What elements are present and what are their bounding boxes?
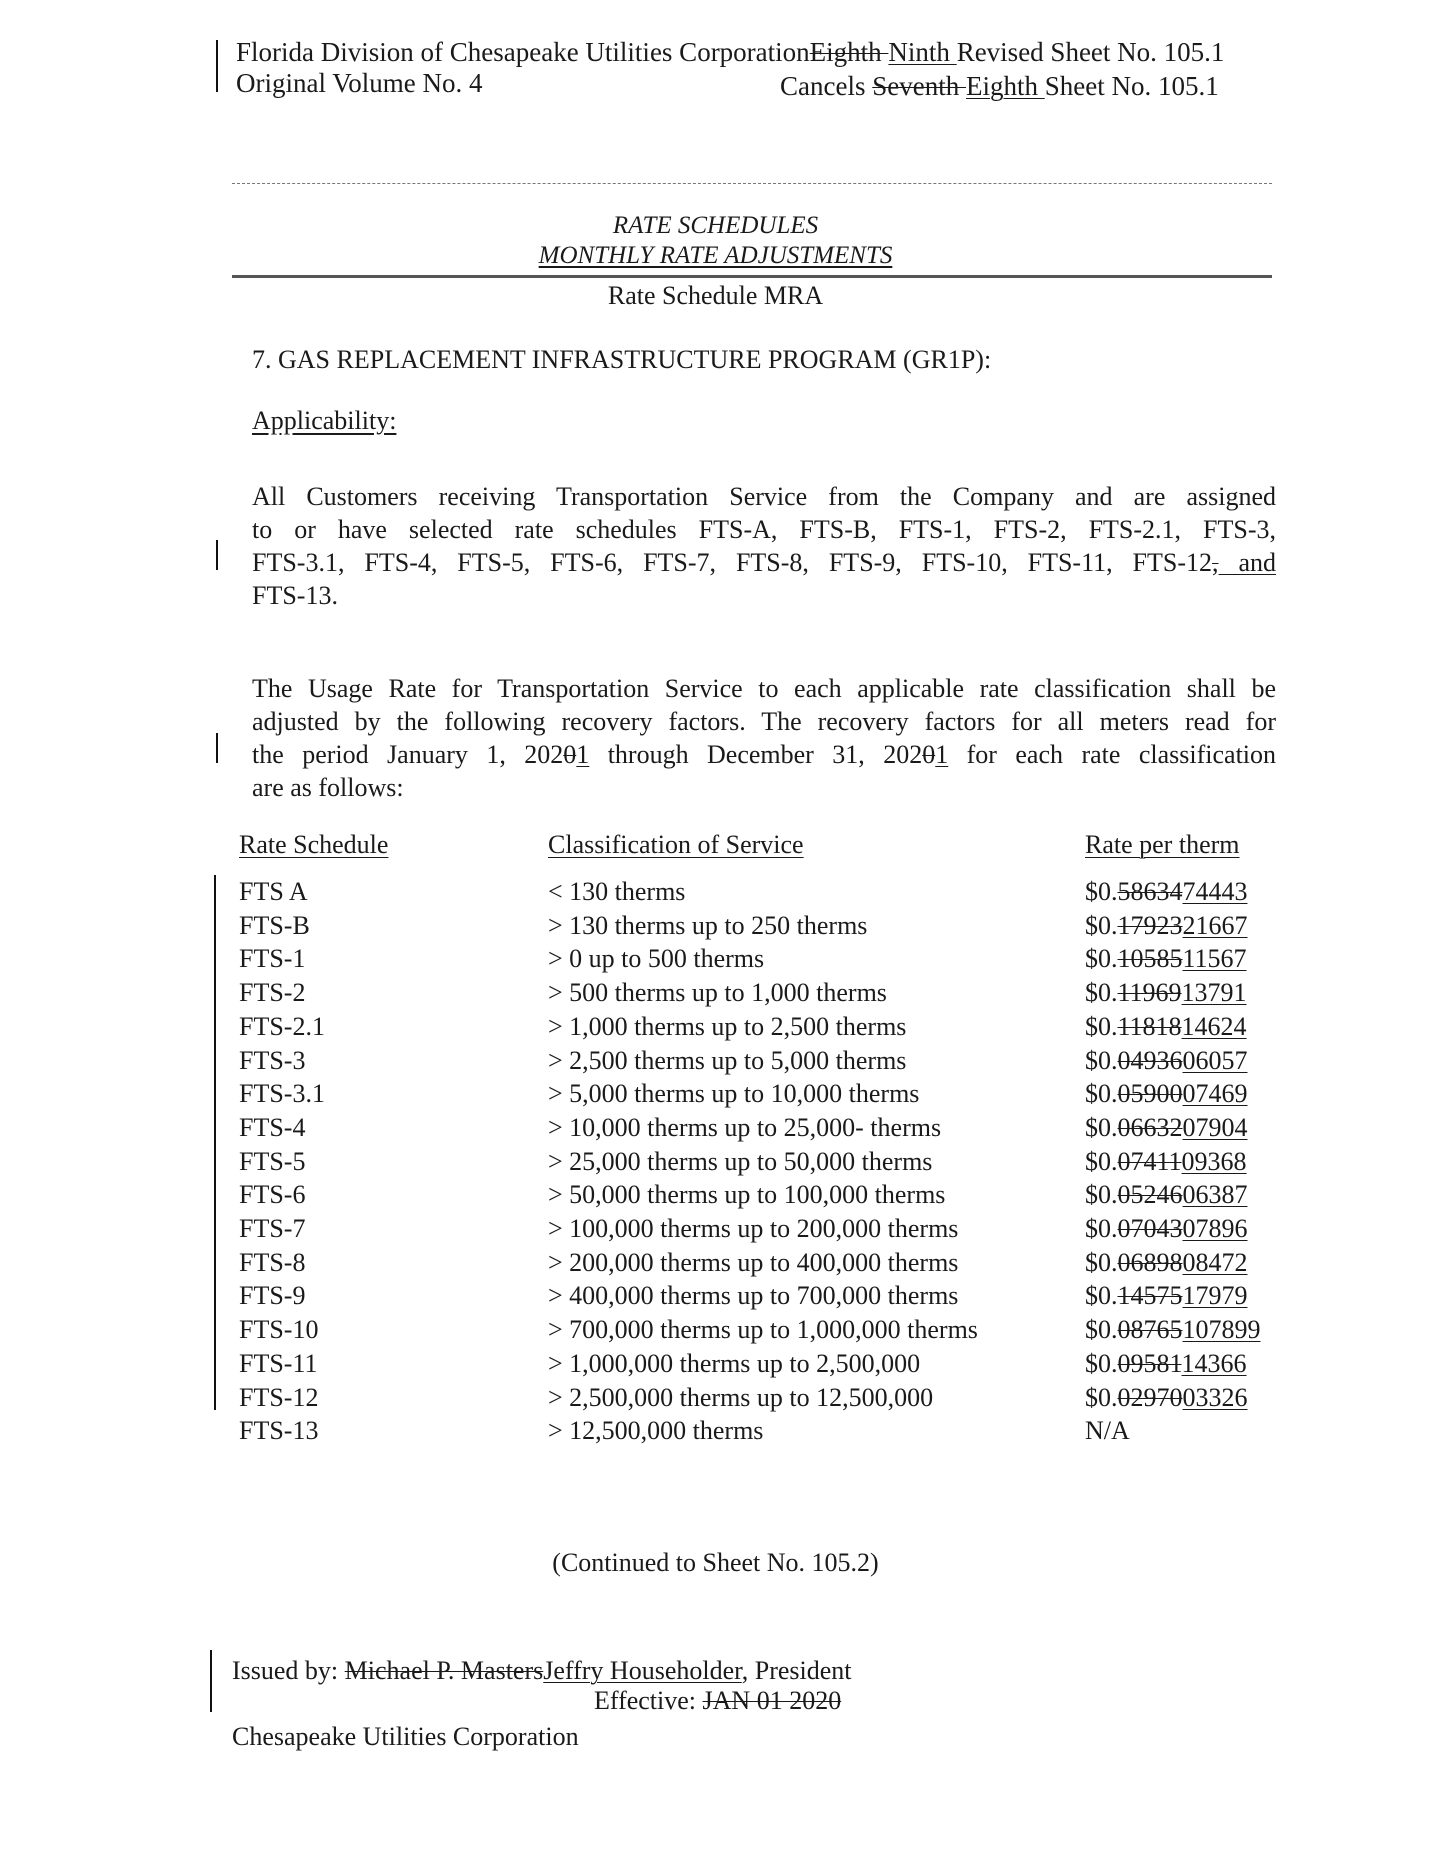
rate-prefix: $0. <box>1085 910 1118 940</box>
cell-classification: > 130 therms up to 250 therms <box>548 910 868 940</box>
issued-by-label: Issued by: <box>232 1656 345 1685</box>
cell-classification: > 200,000 therms up to 400,000 therms <box>548 1247 959 1277</box>
header-cancels-prefix: Cancels <box>780 71 873 101</box>
header-sheet-inserted: Ninth <box>888 37 957 67</box>
table-row <box>0 978 1431 1012</box>
rate-deleted-digits: 05246 <box>1117 1180 1183 1210</box>
rate-prefix: $0. <box>1085 1348 1118 1378</box>
cell-rate <box>1085 1046 1248 1076</box>
rate-deleted-digits: 10585 <box>1117 944 1183 974</box>
cell-classification: > 700,000 therms up to 1,000,000 therms <box>548 1315 978 1345</box>
rate-deleted-digits: 06632 <box>1117 1112 1183 1142</box>
paragraph-line: are as follows: <box>252 773 404 802</box>
cell-rate <box>1085 1315 1261 1345</box>
rate-deleted-digits: 58634 <box>1117 877 1183 906</box>
rate-deleted-digits: 06898 <box>1117 1247 1183 1277</box>
cell-rate <box>1085 1248 1248 1278</box>
table-row <box>0 1281 1431 1315</box>
header-cancels-sheet: Sheet No. 105.1 <box>1044 71 1219 101</box>
table-row <box>0 1315 1431 1349</box>
change-bar-header <box>216 40 218 92</box>
change-bar-applicability <box>216 540 218 570</box>
effective-deleted-date: JAN 01 2020 <box>702 1686 842 1715</box>
rate-prefix: N/A <box>1085 1416 1130 1446</box>
table-header-rate: Rate per therm <box>1085 830 1240 859</box>
section-heading: 7. GAS REPLACEMENT INFRASTRUCTURE PROGRAM (GR1P): <box>252 345 992 374</box>
inserted-and: and <box>1218 548 1277 577</box>
paragraph-line: The Usage Rate for Transportation Service to each applicable rate classification shall be <box>252 674 1276 703</box>
rate-prefix: $0. <box>1085 1079 1118 1109</box>
effective-label: Effective: <box>594 1686 703 1715</box>
cell-rate <box>1085 911 1248 941</box>
table-row <box>0 1416 1431 1450</box>
paragraph-line <box>252 546 1276 579</box>
table-row <box>0 877 1431 911</box>
rate-deleted-digits: 07043 <box>1117 1214 1183 1243</box>
header-sheet-number: Revised Sheet No. 105.1 <box>956 37 1225 67</box>
footer-company: Chesapeake Utilities Corporation <box>232 1722 579 1751</box>
cell-classification: > 400,000 therms up to 700,000 therms <box>548 1281 959 1311</box>
applicability-paragraph <box>252 480 1276 612</box>
header-volume: Original Volume No. 4 <box>236 68 483 98</box>
deleted-year-digit: 0 <box>563 740 577 769</box>
cell-rate-schedule: FTS-13 <box>239 1416 319 1446</box>
table-row <box>0 1349 1431 1383</box>
paragraph-text: the period January 1, 202 <box>252 740 564 769</box>
cell-rate <box>1085 1180 1248 1210</box>
cell-classification: < 130 therms <box>548 877 686 906</box>
cell-rate <box>1085 1079 1248 1109</box>
table-row <box>0 1147 1431 1181</box>
cell-rate-schedule: FTS-4 <box>239 1112 306 1142</box>
rate-inserted-digits: 06387 <box>1182 1180 1248 1210</box>
header-company-line <box>236 37 1224 68</box>
rate-inserted-digits: 07904 <box>1182 1112 1248 1142</box>
rate-inserted-digits: 06057 <box>1182 1045 1248 1075</box>
rate-deleted-digits: 07411 <box>1117 1146 1182 1176</box>
rate-inserted-digits: 21667 <box>1182 910 1248 940</box>
rate-inserted-digits: 17979 <box>1182 1281 1248 1311</box>
cell-classification: > 12,500,000 therms <box>548 1416 764 1446</box>
cell-classification: > 5,000 therms up to 10,000 therms <box>548 1079 920 1109</box>
rate-prefix: $0. <box>1085 1045 1118 1075</box>
rate-deleted-digits: 11818 <box>1117 1011 1182 1041</box>
issued-by-deleted-name: Michael P. Masters <box>344 1656 544 1685</box>
rate-inserted-digits: 08472 <box>1182 1247 1248 1277</box>
cell-rate <box>1085 1383 1248 1413</box>
cell-rate-schedule: FTS-3 <box>239 1045 306 1075</box>
rate-prefix: $0. <box>1085 1315 1118 1345</box>
cell-rate-schedule: FTS-2 <box>239 978 306 1008</box>
cell-rate-schedule: FTS-5 <box>239 1146 306 1176</box>
issued-by-line <box>232 1656 852 1686</box>
rate-prefix: $0. <box>1085 877 1118 906</box>
rate-prefix: $0. <box>1085 1112 1118 1142</box>
table-row <box>0 1046 1431 1080</box>
cell-rate-schedule: FTS-2.1 <box>239 1011 325 1041</box>
cell-classification: > 0 up to 500 therms <box>548 944 765 974</box>
paragraph-line <box>252 738 1276 771</box>
paragraph-line: adjusted by the following recovery factors. The recovery factors for all meters read for <box>252 707 1276 736</box>
rate-prefix: $0. <box>1085 944 1118 974</box>
header-sheet-deleted: Eighth <box>809 37 889 67</box>
rate-deleted-digits: 04936 <box>1117 1045 1183 1075</box>
rate-deleted-digits: 14575 <box>1117 1281 1183 1311</box>
cell-rate-schedule: FTS-8 <box>239 1247 306 1277</box>
title-rate-schedule-mra: Rate Schedule MRA <box>607 281 824 310</box>
rate-inserted-digits: 03326 <box>1182 1382 1248 1412</box>
paragraph-text: through December 31, 202 <box>589 740 923 769</box>
table-row <box>0 944 1431 978</box>
header-company: Florida Division of Chesapeake Utilities Corporation <box>236 37 810 67</box>
cell-rate-schedule: FTS-7 <box>239 1214 306 1243</box>
rate-inserted-digits: 74443 <box>1182 877 1248 906</box>
rate-inserted-digits: 09368 <box>1181 1146 1247 1176</box>
cell-classification: > 2,500,000 therms up to 12,500,000 <box>548 1382 934 1412</box>
rate-deleted-digits: 08765 <box>1117 1315 1183 1345</box>
rate-deleted-digits: 05900 <box>1117 1079 1183 1109</box>
issued-by-name: Jeffry Householder <box>543 1656 742 1685</box>
table-row <box>0 1214 1431 1248</box>
cell-rate-schedule: FTS-9 <box>239 1281 306 1311</box>
usage-rate-paragraph <box>252 672 1276 804</box>
rate-prefix: $0. <box>1085 1214 1118 1243</box>
cell-rate-schedule: FTS-12 <box>239 1382 319 1412</box>
rate-prefix: $0. <box>1085 1180 1118 1210</box>
change-bar-footer <box>210 1650 212 1712</box>
cell-rate <box>1085 1147 1247 1177</box>
rate-prefix: $0. <box>1085 1382 1118 1412</box>
rate-prefix: $0. <box>1085 978 1118 1008</box>
table-row <box>0 1383 1431 1417</box>
applicability-label: Applicability: <box>252 406 397 435</box>
table-row <box>0 1248 1431 1282</box>
paragraph-line: to or have selected rate schedules FTS-A, FTS-B, FTS-1, FTS-2, FTS-2.1, FTS-3, <box>252 515 1276 544</box>
cell-rate-schedule: FTS-B <box>239 910 310 940</box>
rate-prefix: $0. <box>1085 1247 1118 1277</box>
title-rate-schedules: RATE SCHEDULES <box>612 212 819 239</box>
header-cancels-line <box>780 71 1219 102</box>
cell-rate <box>1085 1416 1130 1446</box>
table-header-classification: Classification of Service <box>548 830 804 859</box>
cell-classification: > 50,000 therms up to 100,000 therms <box>548 1180 946 1210</box>
cell-rate-schedule: FTS A <box>239 877 308 906</box>
issued-by-title: , President <box>741 1656 852 1685</box>
cell-rate <box>1085 978 1247 1008</box>
cell-rate <box>1085 944 1247 974</box>
cell-rate <box>1085 1281 1248 1311</box>
cell-classification: > 1,000 therms up to 2,500 therms <box>548 1011 907 1041</box>
cell-classification: > 10,000 therms up to 25,000- therms <box>548 1112 942 1142</box>
cell-classification: > 1,000,000 therms up to 2,500,000 <box>548 1348 921 1378</box>
rate-inserted-digits: 07896 <box>1182 1214 1248 1243</box>
title-rule <box>232 275 1272 278</box>
cell-classification: > 100,000 therms up to 200,000 therms <box>548 1214 959 1243</box>
change-bar-period <box>216 733 218 763</box>
rate-inserted-digits: 11567 <box>1182 944 1247 974</box>
cell-rate-schedule: FTS-11 <box>239 1348 318 1378</box>
rate-inserted-digits: 13791 <box>1181 978 1247 1008</box>
table-header-schedule: Rate Schedule <box>239 830 389 859</box>
cell-rate-schedule: FTS-3.1 <box>239 1079 325 1109</box>
table-row <box>0 1113 1431 1147</box>
table-row <box>0 1079 1431 1113</box>
cell-rate-schedule: FTS-1 <box>239 944 306 974</box>
inserted-year-digit: 1 <box>935 740 949 769</box>
rate-inserted-digits: 07469 <box>1182 1079 1248 1109</box>
rate-deleted-digits: 02970 <box>1117 1382 1183 1412</box>
cell-classification: > 25,000 therms up to 50,000 therms <box>548 1146 933 1176</box>
cell-rate <box>1085 1214 1248 1244</box>
header-cancels-deleted: Seventh <box>872 71 966 101</box>
table-row <box>0 1180 1431 1214</box>
rate-deleted-digits: 17923 <box>1117 910 1183 940</box>
rate-prefix: $0. <box>1085 1281 1118 1311</box>
top-rule <box>232 183 1272 184</box>
deleted-comma: , <box>1212 548 1219 577</box>
cell-rate <box>1085 1113 1248 1143</box>
header-cancels-inserted: Eighth <box>965 71 1045 101</box>
rate-inserted-digits: 14366 <box>1181 1348 1247 1378</box>
rate-deleted-digits: 11969 <box>1117 978 1182 1008</box>
rate-inserted-digits: 14624 <box>1181 1011 1247 1041</box>
cell-classification: > 500 therms up to 1,000 therms <box>548 978 887 1008</box>
title-monthly-adjustments: MONTHLY RATE ADJUSTMENTS <box>538 242 893 269</box>
effective-line <box>594 1686 841 1716</box>
continued-note: (Continued to Sheet No. 105.2) <box>552 1548 879 1577</box>
rate-prefix: $0. <box>1085 1146 1118 1176</box>
cell-rate-schedule: FTS-6 <box>239 1180 306 1210</box>
table-row <box>0 1012 1431 1046</box>
rate-prefix: $0. <box>1085 1011 1118 1041</box>
cell-rate <box>1085 877 1248 907</box>
cell-rate-schedule: FTS-10 <box>239 1315 319 1345</box>
table-row <box>0 911 1431 945</box>
cell-rate <box>1085 1012 1247 1042</box>
cell-classification: > 2,500 therms up to 5,000 therms <box>548 1045 907 1075</box>
paragraph-line: FTS-13. <box>252 581 338 610</box>
cell-rate <box>1085 1349 1247 1379</box>
paragraph-text: for each rate classification <box>948 740 1277 769</box>
inserted-year-digit: 1 <box>576 740 590 769</box>
rate-inserted-digits: 107899 <box>1182 1315 1261 1345</box>
deleted-year-digit: 0 <box>922 740 936 769</box>
paragraph-text: FTS-3.1, FTS-4, FTS-5, FTS-6, FTS-7, FTS-8, FTS-9, FTS-10, FTS-11, FTS-12 <box>252 548 1213 577</box>
paragraph-line: All Customers receiving Transportation Service from the Company and are assigned <box>252 482 1276 511</box>
rate-deleted-digits: 09581 <box>1117 1348 1182 1378</box>
